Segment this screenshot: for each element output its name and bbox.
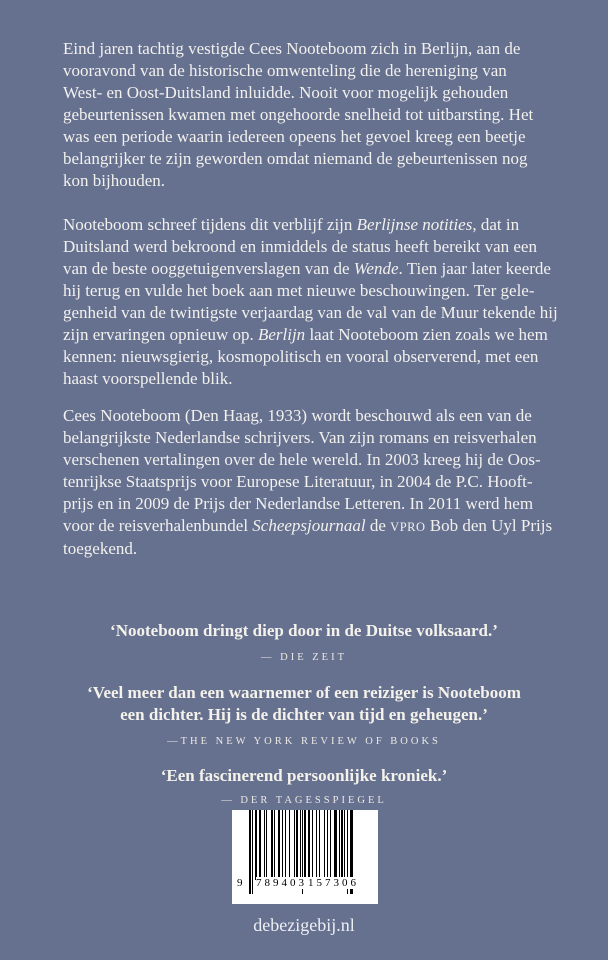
text-line [63,302,563,324]
text-segment: was een periode waarin iedereen opeens het gevoel kreeg een beetje [63,127,526,146]
text-segment: voor de reisverhalenbundel [63,516,253,535]
quote-line: ‘Een fascinerend persoonlijke kroniek.’ [160,766,448,785]
text-segment: Bob den Uyl Prijs [425,516,553,535]
isbn-barcode [232,810,378,904]
barcode-bar [327,810,328,880]
text-segment: prijs en in 2009 de Prijs der Nederlandse Letteren. In 2011 werd hem [63,494,534,513]
text-line [63,280,563,302]
text-segment: , dat in [472,215,520,234]
publisher-website: debezigebij.nl [253,915,355,935]
barcode-bar [344,810,345,880]
barcode-bar [285,810,287,880]
italic-title: Berlijnse notities [356,215,473,234]
barcode-bar [249,810,251,894]
text-line [63,236,563,258]
text-line [63,449,563,471]
text-line [63,104,563,126]
text-line [63,82,563,104]
barcode-digit-first: 9 [237,877,246,889]
barcode-bar [300,810,301,880]
text-segment: . Tien jaar later keerde [398,259,551,278]
review-quote-tagesspiegel [0,765,608,787]
text-line [63,405,563,427]
text-segment: zijn ervaringen opnieuw op. [63,325,258,344]
text-line [63,258,563,280]
barcode-bar [330,810,332,880]
text-segment: van de beste ooggetuigenverslagen van de [63,259,354,278]
quote-line: ‘Veel meer dan een waarnemer of een reiziger is Nooteboom [87,683,521,702]
barcode-bar [296,810,298,880]
text-line [63,324,563,346]
barcode-bar [308,810,311,880]
barcode-digits-left: 789403 [256,877,307,889]
text-line [63,346,563,368]
barcode-digits-right: 157306 [308,877,359,889]
text-segment: West- en Oost-Duitsland inluidde. Nooit voor mogelijk gehouden [63,83,509,102]
text-line [63,60,563,82]
barcode-bar [339,810,340,880]
barcode-bar [316,810,318,880]
text-line [63,538,563,560]
text-segment: de [365,516,391,535]
text-line [63,148,563,170]
italic-title: Berlijn [257,325,306,344]
barcode-bar [278,810,281,880]
quote-source: — DER TAGESSPIEGEL [221,795,387,806]
barcode-bar [271,810,273,880]
quote-source: —THE NEW YORK REVIEW OF BOOKS [167,736,441,747]
text-segment: gebeurtenissen kwamen met ongehoorde snelheid tot uitbarsting. Het [63,105,534,124]
text-segment: tenrijkse Staatsprijs voor Europese Literatuur, in 2004 de P.C. Hooft- [63,472,533,491]
quote-line: een dichter. Hij is de dichter van tijd en geheugen.’ [120,705,488,724]
review-quote-die-zeit [0,620,608,642]
text-line [63,38,563,60]
italic-title: Wende [353,259,399,278]
text-segment: VPRO [390,520,426,534]
text-segment: belangrijker te zijn geworden omdat niemand de gebeurtenissen nog [63,149,528,168]
quote-line: ‘Nooteboom dringt diep door in de Duitse volksaard.’ [110,621,498,640]
barcode-bar [259,810,261,880]
barcode-bar [264,810,265,880]
barcode-bar [324,810,325,880]
quote-source: — DIE ZEIT [261,652,347,663]
barcode-bar [274,810,275,880]
barcode-bar [319,810,320,880]
text-segment: toegekend. [63,539,138,558]
text-line [63,126,563,148]
barcode-bar [294,810,295,880]
text-line [63,515,563,538]
text-line [63,214,563,236]
text-segment: Cees Nooteboom (Den Haag, 1933) wordt beschouwd als een van de [63,406,532,425]
text-segment: vooravond van de historische omwenteling die de hereniging van [63,61,507,80]
text-line [63,493,563,515]
text-segment: genheid van de twintigste verjaardag van de val van de Muur tekende hij [63,303,558,322]
text-segment: hij terug en vulde het boek aan met nieuwe beschouwingen. Ter gele- [63,281,535,300]
text-segment: kennen: nieuwsgierig, kosmopolitisch en vooral observerend, met een [63,347,539,366]
synopsis-paragraph-1 [63,38,563,192]
barcode-bar [252,810,253,894]
author-bio-paragraph [63,405,563,560]
text-segment: Eind jaren tachtig vestigde Cees Nooteboom zich in Berlijn, aan de [63,39,521,58]
barcode-bar [255,810,258,880]
barcode-bar [266,810,267,880]
text-line [63,170,563,192]
review-quote-nyrb [0,682,608,726]
text-segment: kon bijhouden. [63,171,165,190]
barcode-bar [289,810,290,880]
text-line [63,471,563,493]
text-segment: verschenen vertalingen over de hele wereld. In 2003 kreeg hij de Oos- [63,450,541,469]
text-segment: Duitsland werd bekroond en inmiddels de status heeft bereikt van een [63,237,537,256]
barcode-bar [304,810,306,880]
text-line [63,427,563,449]
text-segment: haast voorspellende blik. [63,369,233,388]
barcode-bar [334,810,337,880]
italic-title: Scheepsjournaal [252,516,366,535]
text-segment: Nooteboom schreef tijdens dit verblijf zijn [63,215,357,234]
barcode-bar [282,810,283,880]
barcode-bar [312,810,313,880]
barcode-bar [341,810,343,880]
text-line [63,368,563,390]
text-segment: belangrijkste Nederlandse schrijvers. Van zijn romans en reisverhalen [63,428,537,447]
text-segment: laat Nooteboom zien zoals we hem [305,325,548,344]
synopsis-paragraph-2 [63,214,563,390]
